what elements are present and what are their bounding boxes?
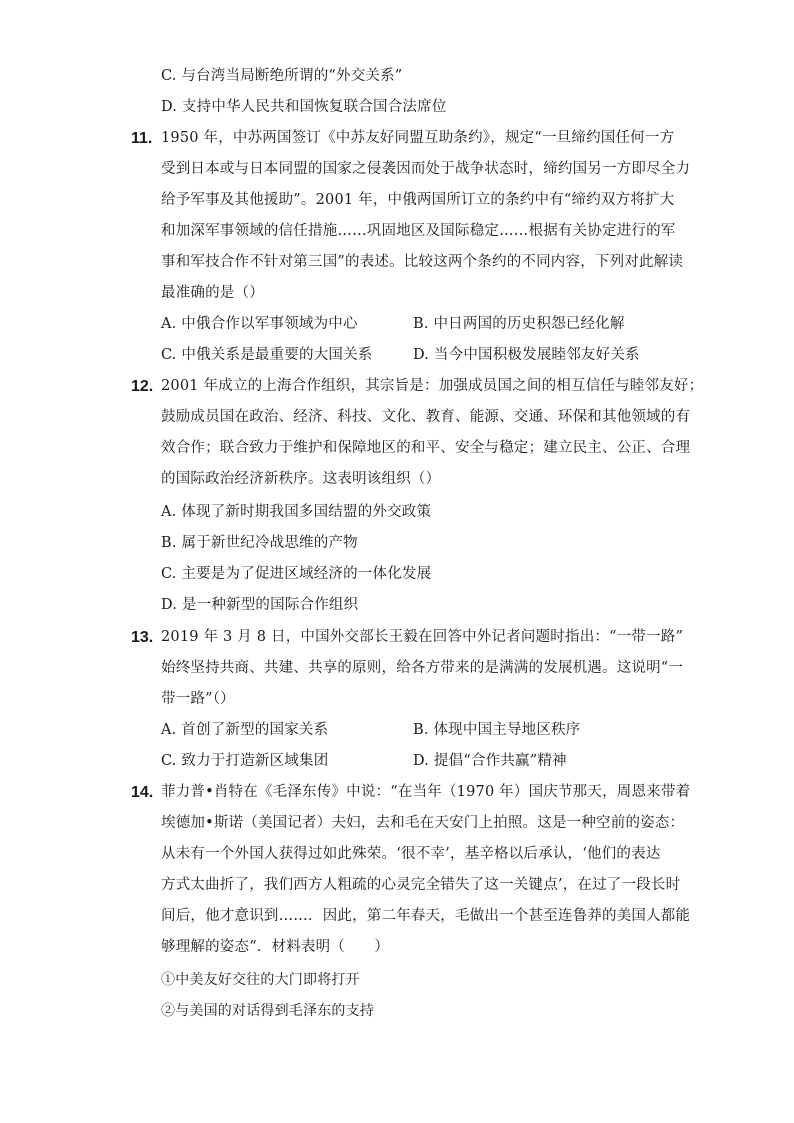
q11-option-c[interactable]: C. 中俄关系是最重要的大国关系 [161, 347, 373, 363]
q11-option-d[interactable]: D. 当今中国积极发展睦邻友好关系 [413, 347, 640, 363]
q11-stem-line: 受到日本或与日本同盟的国家之侵袭因而处于战争状态时，缔约国另一方即尽全力 [161, 161, 691, 177]
q11-number: 11. [131, 130, 153, 147]
q14-stem-line: 埃德加•斯诺（美国记者）夫妇，去和毛在天安门上拍照。这是一种空前的姿态： [161, 815, 685, 831]
q13-option-b[interactable]: B. 体现中国主导地区秩序 [413, 722, 581, 738]
q11-option-a[interactable]: A. 中俄合作以军事领域为中心 [161, 316, 358, 332]
q10-option-c[interactable]: C. 与台湾当局断绝所谓的“外交关系” [161, 68, 403, 84]
q12-stem-line: 效合作；联合致力于维护和保障地区的和平、安全与稳定；建立民主、公正、合理 [161, 440, 691, 456]
q12-option-d[interactable]: D. 是一种新型的国际合作组织 [161, 597, 359, 613]
q14-stem-line: 方式太曲折了，我们西方人粗疏的心灵完全错失了这一关键点’，在过了一段长时 [161, 877, 681, 893]
q12-stem-line: 的国际政治经济新秩序。这表明该组织（） [161, 471, 441, 487]
q13-option-a[interactable]: A. 首创了新型的国家关系 [161, 722, 329, 738]
q12-option-a[interactable]: A. 体现了新时期我国多国结盟的外交政策 [161, 504, 432, 520]
q11-option-b[interactable]: B. 中日两国的历史积怨已经化解 [413, 316, 625, 332]
q11-stem-line: 给予军事及其他援助”。2001 年，中俄两国所订立的条约中有“缔约双方将扩大 [161, 192, 675, 208]
q13-number: 13. [131, 629, 154, 646]
q14-stem-line: 间后，他才意识到……．因此，第二年春天，毛做出一个甚至连鲁莽的美国人都能 [161, 908, 691, 924]
q10-option-d[interactable]: D. 支持中华人民共和国恢复联合国合法席位 [161, 99, 447, 115]
q14-item-2[interactable]: ②与美国的对话得到毛泽东的支持 [161, 1003, 374, 1019]
q12-number: 12. [131, 378, 154, 395]
q13-stem-line: 带一路”（） [161, 691, 235, 707]
q11-stem-line: 1950 年，中苏两国签订《中苏友好同盟互助条约》，规定“一旦缔约国任何一方 [161, 130, 675, 146]
q13-option-c[interactable]: C. 致力于打造新区域集团 [161, 753, 329, 769]
q11-stem-line: 最准确的是（） [161, 285, 264, 301]
q11-stem-line: 事和军技合作不针对第三国”的表述。比较这两个条约的不同内容，下列对此解读 [161, 254, 684, 270]
q14-number: 14. [131, 784, 154, 801]
q12-stem-line: 2001 年成立的上海合作组织，其宗旨是：加强成员国之间的相互信任与睦邻友好； [161, 378, 704, 394]
q14-stem-line: 从未有一个外国人获得过如此殊荣。‘很不幸’，基辛格以后承认，‘他们的表达 [161, 846, 661, 862]
q12-option-b[interactable]: B. 属于新世纪冷战思维的产物 [161, 535, 358, 551]
q13-option-d[interactable]: D. 提倡“合作共赢”精神 [413, 753, 567, 769]
q14-item-1[interactable]: ①中美友好交往的大门即将打开 [161, 972, 360, 988]
q13-stem-line: 始终坚持共商、共建、共享的原则，给各方带来的是满满的发展机遇。这说明“一 [161, 660, 684, 676]
q11-stem-line: 和加深军事领域的信任措施……巩固地区及国际稳定……根据有关协定进行的军 [161, 223, 676, 239]
q12-option-c[interactable]: C. 主要是为了促进区域经济的一体化发展 [161, 566, 432, 582]
q14-stem-line: 够理解的姿态“．材料表明（ ） [161, 939, 390, 955]
q12-stem-line: 鼓励成员国在政治、经济、科技、文化、教育、能源、交通、环保和其他领域的有 [161, 409, 691, 425]
q14-stem-line: 菲力普•肖特在《毛泽东传》中说：“在当年（1970 年）国庆节那天，周恩来带着 [161, 784, 691, 800]
q13-stem-line: 2019 年 3 月 8 日，中国外交部长王毅在回答中外记者问题时指出：“一带一路” [161, 629, 684, 645]
